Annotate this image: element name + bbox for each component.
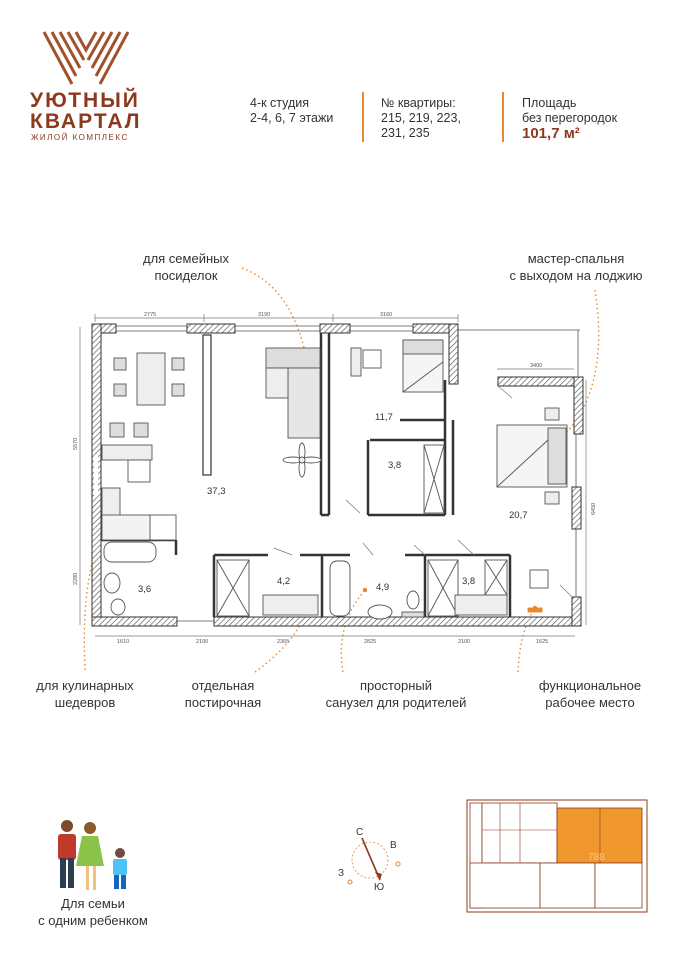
callout-bath-line1: просторный [359, 678, 433, 693]
callout-laundry-line1: отдельная [191, 678, 255, 693]
area-laundry: 4,2 [277, 576, 291, 587]
dim-bottom-4: 2825 [364, 639, 377, 645]
furniture [102, 340, 567, 619]
dim-left-upper: 5570 [73, 437, 79, 450]
compass-east: В [390, 840, 397, 851]
callout-master-line1: мастер-спальня [527, 251, 625, 266]
callout-kitchen-line1: для кулинарных [36, 678, 134, 693]
dim-top-3: 3160 [380, 312, 393, 318]
compass-north: С [356, 827, 364, 838]
area-value: 101,7 м² [522, 125, 580, 142]
callout-work-line1: функциональное [538, 678, 642, 693]
apt-line1: 215, 219, 223, [381, 111, 461, 125]
dim-top-1: 2775 [144, 312, 157, 318]
family-note [28, 895, 158, 929]
area-bedroom1: 11,7 [375, 412, 393, 423]
mini-plan-label: 788 [588, 852, 605, 863]
compass-south: Ю [374, 882, 385, 893]
callout-kitchen-line2: шедевров [54, 695, 116, 710]
type-line2: 2-4, 6, 7 этажи [250, 111, 334, 125]
dim-bottom-6: 1625 [536, 639, 549, 645]
brand-name-line2: КВАРТАЛ [30, 110, 142, 133]
area-closet-top: 3,8 [388, 460, 402, 471]
area-label2: без перегородок [522, 111, 618, 125]
callout-bath-line2: санузел для родителей [325, 695, 467, 710]
callout-family-line2: посиделок [154, 268, 218, 283]
dim-top-2: 3190 [258, 312, 271, 318]
apt-line2: 231, 235 [381, 126, 430, 140]
dim-bottom-2: 2100 [196, 639, 209, 645]
family-note-line2: с одним ребенком [38, 913, 148, 928]
brand-subtitle: ЖИЛОЙ КОМПЛЕКС [31, 133, 129, 142]
family-note-line1: Для семьи [61, 896, 125, 911]
dim-bottom-1: 1610 [117, 639, 130, 645]
brand-name-line1: УЮТНЫЙ [30, 89, 140, 112]
dim-bottom-5: 2100 [458, 639, 471, 645]
dim-right: 6450 [591, 502, 597, 515]
dim-loggia: 3400 [530, 363, 543, 369]
callout-family-line1: для семейных [142, 251, 229, 266]
area-wc-left: 3,6 [138, 584, 152, 595]
building-floorplan-mini [467, 800, 647, 912]
callout-master-line2: с выходом на лоджию [509, 268, 643, 283]
area-master: 20,7 [509, 510, 528, 521]
compass-icon [338, 827, 400, 893]
area-closet-right: 3,8 [462, 576, 476, 587]
area-label1: Площадь [522, 96, 577, 110]
dim-bottom-3: 2365 [277, 639, 290, 645]
type-line1: 4-к студия [250, 96, 310, 110]
callout-work-line2: рабочее место [545, 695, 635, 710]
area-bath: 4,9 [376, 582, 390, 593]
compass-west: З [338, 868, 345, 879]
apt-label: № квартиры: [381, 96, 456, 110]
family-icon [58, 820, 127, 890]
area-living: 37,3 [207, 486, 226, 497]
dim-left-lower: 2280 [73, 572, 79, 585]
callout-laundry-line2: постирочная [184, 695, 262, 710]
